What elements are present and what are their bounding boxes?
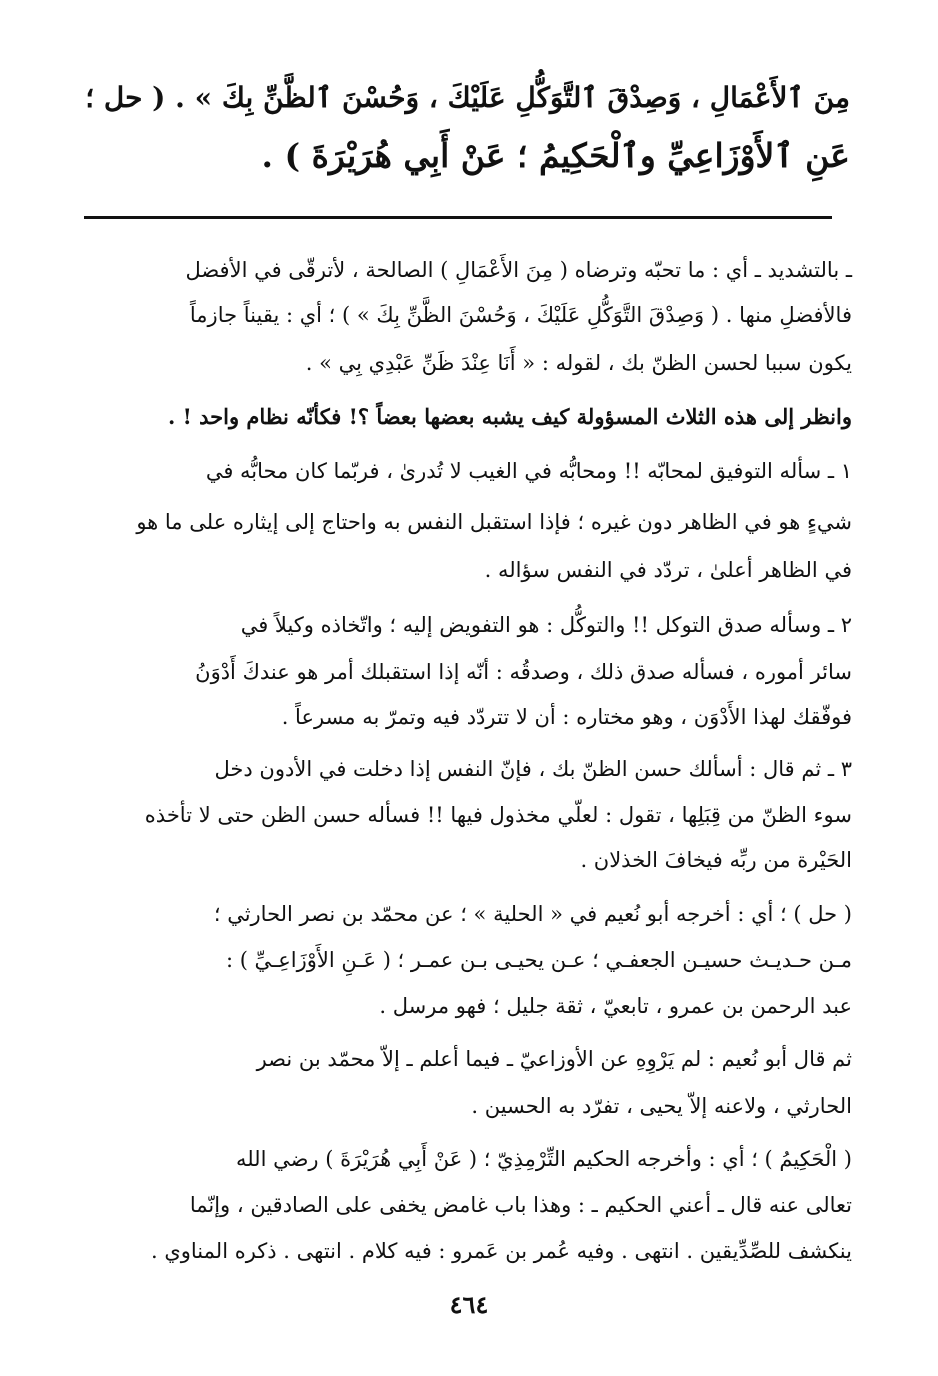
commentary-line: في الظاهر أعلىٰ ، تردّد في النفس سؤاله . — [484, 558, 852, 582]
separator-line — [84, 216, 832, 219]
commentary-line: فالأفضلِ منها . ( وَصِدْقَ التَّوَكُّلِ عَلَيْكَ ، وَحُسْنَ الظَّنِّ بِكَ » ) ؛ أي : يقيناً جازماً — [189, 303, 852, 327]
commentary-line: الحارثي ، ولاعنه إلاّ يحيى ، تفرّد به الحسين . — [471, 1094, 852, 1118]
commentary-line: شيءٍ هو في الظاهر دون غيره ؛ فإذا استقبل النفس به واحتاج إلى إيثاره على ما هو — [136, 510, 852, 534]
commentary-line: ٣ ـ ثم قال : أسألك حسن الظنّ بك ، فإنّ النفس إذا دخلت في الأدون دخل — [214, 757, 852, 781]
commentary-line: ينكشف للصِّدِّيقين . انتهى . وفيه عُمر بن عَمرو : فيه كلام . انتهى . ذكره المناوي . — [150, 1239, 852, 1263]
commentary-line: سائر أموره ، فسأله صدق ذلك ، وصدقُه : أنّه إذا استقبلك أمر هو عندكَ أَدْوَنُ — [195, 660, 852, 684]
hadith-line-1: مِنَ ٱلأَعْمَالِ ، وَصِدْقَ ٱلتَّوَكُّلِ عَلَيْكَ ، وَحُسْنَ ٱلظَّنِّ بِكَ » . ( حل ؛ — [85, 81, 850, 114]
commentary-line: ( حل ) ؛ أي : أخرجه أبو نُعيم في « الحلية » ؛ عن محمّد بن نصر الحارثي ؛ — [213, 902, 852, 926]
commentary-line: يكون سببا لحسن الظنّ بك ، لقوله : « أَنَا عِنْدَ ظَنِّ عَبْدِي بِي » . — [305, 351, 852, 375]
commentary-line: مـن حـديـث حسيـن الجعفـي ؛ عـن يحيـى بـن عمـر ؛ ( عَـنِ الأَوْزَاعِـيِّ ) : — [225, 948, 852, 972]
commentary-line: ( الْحَكِيمُ ) ؛ أي : وأخرجه الحكيم التِّرْمِذِيّ ؛ ( عَنْ أَبِي هُرَيْرَةَ ) رضي الله — [235, 1147, 852, 1171]
commentary-line: ـ بالتشديد ـ أي : ما تحبّه وترضاه ( مِنَ الأَعْمَالِ ) الصالحة ، لأترقّى في الأفضل — [185, 258, 852, 282]
hadith-line-2: عَنِ ٱلأَوْزَاعِيِّ وٱلْحَكِيمُ ؛ عَنْ أَبِي هُرَيْرَةَ ) . — [261, 136, 850, 175]
commentary-line: تعالى عنه قال ـ أعني الحكيم ـ : وهذا باب غامض يخفى على الصادقين ، وإنّما — [189, 1193, 852, 1217]
commentary-line: الحَيْرة من ربِّه فيخافَ الخذلان . — [580, 848, 852, 872]
page-number: ٤٦٤ — [449, 1290, 489, 1319]
commentary-line: ١ ـ سأله التوفيق لمحابّه !! ومحابُّه في الغيب لا تُدرىٰ ، فربّما كان محابُّه في — [205, 459, 852, 483]
commentary-line: فوفّقك لهذا الأَدْوَن ، وهو مختاره : أن لا تتردّد فيه وتمرّ به مسرعاً . — [281, 705, 852, 729]
commentary-line: سوء الظنّ من قِبَلِها ، تقول : لعلّي مخذول فيها !! فسأله حسن الظن حتى لا تأخذه — [144, 803, 852, 827]
commentary-line: عبد الرحمن بن عمرو ، تابعيّ ، ثقة جليل ؛ فهو مرسل . — [379, 994, 852, 1018]
commentary-line: ٢ ـ وسأله صدق التوكل !! والتوكُّل : هو التفويض إليه ؛ واتّخاذه وكيلاً في — [240, 613, 852, 637]
commentary-line: وانظر إلى هذه الثلاث المسؤولة كيف يشبه بعضها بعضاً ؟! فكأنّه نظام واحد ! . — [167, 404, 852, 429]
commentary-line: ثم قال أبو نُعيم : لم يَرْوِهِ عن الأوزاعيّ ـ فيما أعلم ـ إلاّ محمّد بن نصر — [256, 1047, 852, 1071]
